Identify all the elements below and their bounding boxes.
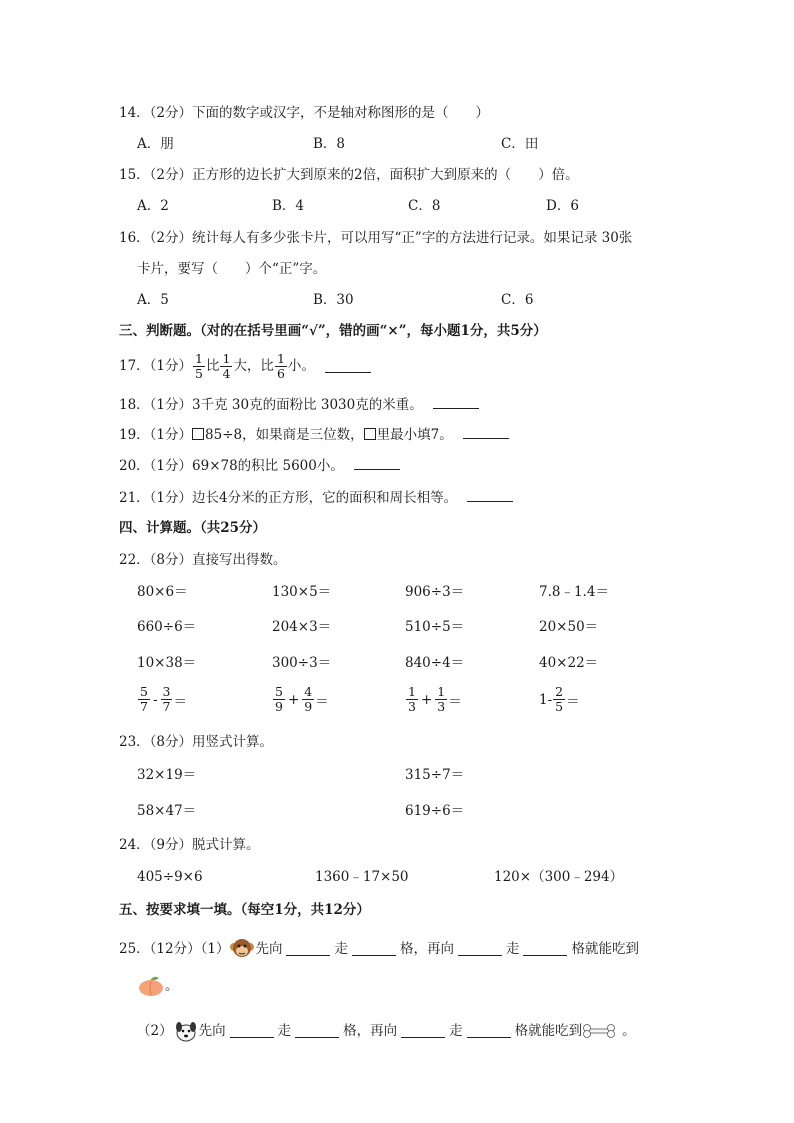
monkey-icon: [229, 936, 255, 962]
q22-fa-den-2: 7: [162, 699, 171, 714]
q22-fraction-b: [272, 685, 329, 714]
q22-fa-num-1: 5: [140, 684, 148, 699]
q22-r2-c4: 20×50＝: [539, 619, 599, 635]
q17-text-2: 大，比: [233, 358, 274, 374]
q19-box-icon: [192, 428, 204, 440]
q23-b: 315÷7＝: [405, 767, 465, 783]
q19-text-2: 里最小填7。: [376, 427, 453, 443]
q17-fraction-2-num: 1: [222, 350, 231, 366]
q16-stem-line2: 卡片，要写（ ）个“正”字。: [137, 261, 327, 277]
q22-fraction-c: [405, 685, 462, 714]
q22-r3-c4: 40×22＝: [539, 655, 599, 671]
q15-option-c: C．8: [408, 198, 441, 214]
q25-p2-prefix: （2）: [137, 1023, 173, 1039]
q25-p2-blank-3[interactable]: [401, 1025, 445, 1038]
q22-fb-frac-1: [273, 685, 285, 714]
q22-fa-eq: ＝: [173, 693, 187, 710]
q25-blank-2[interactable]: [352, 943, 396, 956]
q17-text-1: 比: [205, 358, 220, 374]
q25-s-text-4: 走: [449, 1023, 463, 1039]
q22-fa-op: -: [152, 691, 158, 708]
q22-fc-num-2: 1: [437, 684, 446, 699]
q17-fraction-1-num: 1: [195, 350, 203, 366]
q25-s-text-2: 走: [277, 1023, 292, 1039]
q14-stem: 14．（2分）下面的数字或汉字，不是轴对称图形的是（ ）: [119, 105, 490, 121]
q19-prefix: 19．（1分）: [119, 427, 193, 443]
q23-d: 619÷6＝: [405, 803, 465, 819]
q22-r3-c2: 300÷3＝: [272, 655, 332, 671]
q23-c: 58×47＝: [137, 803, 197, 819]
q22-fb-num-2: 4: [304, 684, 313, 699]
q22-fd-lead: 1-: [539, 691, 553, 708]
q19-text: 85÷8，如果商是三位数，: [205, 427, 364, 443]
q17-fraction-1: [193, 352, 205, 381]
q25-p2-blank-1[interactable]: [230, 1025, 274, 1038]
q20-text: 20．（1分）69×78的积比 5600小。: [119, 458, 344, 474]
q25-blank-1[interactable]: [286, 943, 330, 956]
q25-part1: [119, 932, 639, 966]
q22-fb-op: +: [287, 691, 300, 708]
q16-stem-line1: 16．（2分）统计每人有多少张卡片，可以用写“正”字的方法进行记录。如果记录 30张: [119, 230, 633, 246]
q25-blank-3[interactable]: [458, 943, 502, 956]
q22-fd-num-1: 2: [555, 684, 564, 699]
q19-answer-blank[interactable]: [463, 426, 509, 439]
q17-fraction-2-den: 4: [222, 365, 231, 381]
q17-answer-blank[interactable]: [325, 360, 371, 373]
q21-text: 21．（1分）边长4分米的正方形，它的面积和周长相等。: [119, 490, 458, 506]
q14-option-a: A．朋: [137, 136, 174, 152]
q21: [119, 489, 517, 507]
q22-fa-den-1: 7: [140, 699, 148, 714]
q18: [119, 396, 483, 414]
q22-fd-eq: ＝: [566, 693, 580, 710]
q25-p2-end: 。: [622, 1023, 636, 1039]
q25-blank-4[interactable]: [523, 943, 567, 956]
q17-fraction-3-den: 6: [276, 365, 285, 381]
q17-fraction-3: [275, 352, 287, 381]
q23-stem: 23．（8分）用竖式计算。: [119, 734, 274, 750]
q17-fraction-3-num: 1: [276, 350, 285, 366]
q19: [119, 426, 513, 444]
q22-r3-c1: 10×38＝: [137, 655, 197, 671]
bone-icon: [582, 1023, 616, 1039]
q22-fb-den-2: 9: [304, 699, 313, 714]
q19-box-icon-2: [364, 428, 376, 440]
peach-icon: [137, 975, 165, 997]
q25-s-text-5: 格就能吃到: [514, 1023, 583, 1039]
q17-prefix: 17．（1分）: [119, 358, 193, 374]
section-3-heading: 三、判断题。（对的在括号里画“√”，错的画“×”，每小题1分，共5分）: [119, 323, 547, 339]
q25-prefix: 25．（12分）（1）: [119, 941, 230, 957]
q15-stem: 15．（2分）正方形的边长扩大到原来的2倍，面积扩大到原来的（ ）倍。: [119, 167, 579, 183]
q22-fa-frac-2: [161, 685, 173, 714]
q25-s-text-1: 先向: [198, 1023, 226, 1039]
q16-option-c: C．6: [501, 292, 534, 308]
q17-text-3: 小。: [287, 358, 315, 374]
q22-fd-frac-1: [553, 685, 565, 714]
q22-fc-frac-2: [435, 685, 447, 714]
section-4-heading: 四、计算题。（共25分）: [119, 520, 267, 536]
q22-fc-frac-1: [406, 685, 418, 714]
section-5-heading: 五、按要求填一填。（每空1分，共12分）: [119, 902, 370, 918]
q22-fc-eq: ＝: [448, 693, 462, 710]
q22-fb-eq: ＝: [315, 693, 329, 710]
q22-fb-num-1: 5: [275, 684, 283, 699]
q24-a: 405÷9×6: [137, 869, 203, 885]
q25-text-4: 走: [505, 941, 520, 957]
q22-fd-den-1: 5: [555, 699, 564, 714]
q18-text: 18．（1分）3千克 30克的面粉比 3030克的米重。: [119, 397, 423, 413]
q22-fraction-a: [137, 685, 187, 714]
q15-option-d: D．6: [546, 198, 579, 214]
q22-r2-c1: 660÷6＝: [137, 619, 197, 635]
q25-part2: [137, 1016, 636, 1046]
q22-r1-c3: 906÷3＝: [405, 584, 465, 600]
q22-fb-frac-2: [302, 685, 314, 714]
q16-option-a: A．5: [137, 292, 169, 308]
q22-fa-num-2: 3: [162, 684, 171, 699]
q22-r1-c2: 130×5＝: [272, 584, 332, 600]
q25-end: 。: [165, 978, 179, 994]
q25-p2-blank-2[interactable]: [295, 1025, 339, 1038]
q18-answer-blank[interactable]: [433, 396, 479, 409]
q20: [119, 457, 404, 475]
q25-p2-blank-4[interactable]: [467, 1025, 511, 1038]
q17-fraction-1-den: 5: [195, 365, 203, 381]
q14-option-b: B．8: [313, 136, 346, 152]
q22-fc-op: +: [420, 691, 433, 708]
q22-fc-num-1: 1: [408, 684, 416, 699]
q15-option-b: B．4: [272, 198, 305, 214]
q25-text-3: 格，再向: [399, 941, 454, 957]
q16-option-b: B．30: [313, 292, 354, 308]
q15-option-a: A．2: [137, 198, 169, 214]
q22-r3-c3: 840÷4＝: [405, 655, 465, 671]
q22-fb-den-1: 9: [275, 699, 283, 714]
q17-fraction-2: [220, 352, 232, 381]
q25-text-1: 先向: [255, 941, 283, 957]
q22-r1-c4: 7.8﹣1.4＝: [539, 584, 609, 600]
q17: [119, 351, 375, 381]
q22-r2-c3: 510÷5＝: [405, 619, 465, 635]
q22-r2-c2: 204×3＝: [272, 619, 332, 635]
q20-answer-blank[interactable]: [354, 457, 400, 470]
q23-a: 32×19＝: [137, 767, 197, 783]
q22-fa-frac-1: [138, 685, 150, 714]
q24-c: 120×（300﹣294）: [494, 869, 624, 885]
q25-s-text-3: 格，再向: [343, 1023, 398, 1039]
q24-stem: 24．（9分）脱式计算。: [119, 837, 260, 853]
q22-fraction-d: [539, 685, 580, 714]
q22-fc-den-1: 3: [408, 699, 416, 714]
q25-part1-end: [137, 972, 179, 1000]
q25-text-5: 格就能吃到: [571, 941, 639, 957]
q21-answer-blank[interactable]: [467, 489, 513, 502]
q24-b: 1360﹣17×50: [315, 869, 409, 885]
q22-stem: 22．（8分）直接写出得数。: [119, 552, 287, 568]
q14-option-c: C．田: [501, 136, 539, 152]
q22-fc-den-2: 3: [437, 699, 446, 714]
q22-r1-c1: 80×6＝: [137, 584, 188, 600]
dog-icon: [173, 1019, 199, 1043]
q25-text-2: 走: [334, 941, 348, 957]
